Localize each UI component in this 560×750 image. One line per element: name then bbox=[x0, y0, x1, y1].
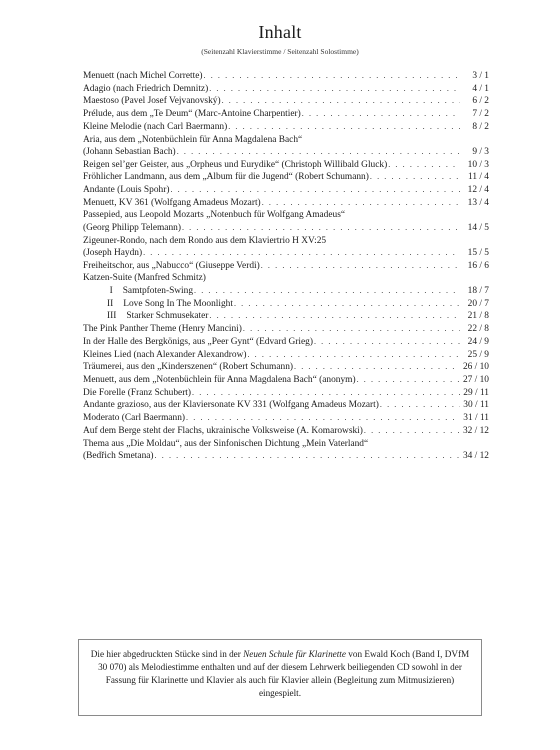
toc-entry-title: Andante grazioso, aus der Klaviersonate KV 331 (Wolfgang Amadeus Mozart) bbox=[83, 400, 379, 411]
toc-entry-title: Moderato (Carl Baermann) bbox=[83, 413, 186, 424]
toc-entry-title: Reigen sel’ger Geister, aus „Orpheus und Eurydike“ (Christoph Willibald Gluck) bbox=[83, 159, 388, 170]
toc-page-number: 21 / 8 bbox=[467, 311, 489, 322]
dot-leader bbox=[143, 247, 460, 259]
toc-entry-numeral: II bbox=[107, 298, 114, 309]
table-of-contents bbox=[83, 70, 489, 463]
footnote-box bbox=[78, 639, 482, 716]
dot-leader bbox=[294, 361, 460, 373]
dot-leader bbox=[388, 159, 460, 171]
toc-entry-title: In der Halle des Bergkönigs, aus „Peer Gynt“ (Edvard Grieg) bbox=[83, 336, 313, 347]
toc-entry-title: Thema aus „Die Moldau“, aus der Sinfonischen Dichtung „Mein Vaterland“ bbox=[83, 438, 369, 449]
toc-page-number: 31 / 11 bbox=[463, 413, 489, 424]
toc-entry-title: Samtpfoten-Swing bbox=[122, 286, 194, 297]
toc-entry bbox=[83, 108, 489, 120]
toc-entry-title: Starker Schmusekater bbox=[126, 311, 209, 322]
toc-entry-title: The Pink Panther Theme (Henry Mancini) bbox=[83, 324, 242, 335]
toc-entry bbox=[83, 209, 489, 234]
toc-entry-title: Menuett, aus dem „Notenbüchlein für Anna Magdalena Bach“ (anonym) bbox=[83, 374, 356, 385]
toc-entry bbox=[83, 361, 489, 373]
page-title: Inhalt bbox=[258, 22, 302, 42]
footnote-text-1: Die hier abgedruckten Stücke sind in der bbox=[90, 649, 244, 659]
toc-entry bbox=[83, 374, 489, 386]
toc-entry-title: Prélude, aus dem „Te Deum“ (Marc-Antoine Charpentier) bbox=[83, 109, 301, 120]
toc-entry-title: Maestoso (Pavel Josef Vejvanovský) bbox=[83, 96, 221, 107]
dot-leader bbox=[228, 121, 460, 133]
dot-leader bbox=[170, 184, 460, 196]
toc-entry bbox=[83, 323, 489, 335]
toc-entry bbox=[83, 310, 489, 322]
toc-entry bbox=[83, 425, 489, 437]
dot-leader bbox=[262, 197, 460, 209]
dot-leader bbox=[209, 310, 460, 322]
page-subtitle: (Seitenzahl Klavierstimme / Seitenzahl Solostimme) bbox=[201, 47, 359, 56]
toc-entry-title: Auf dem Berge steht der Flachs, ukrainische Volksweise (A. Komarowski) bbox=[83, 425, 363, 436]
toc-entry-title: Freiheitschor, aus „Nabucco“ (Giuseppe Verdi) bbox=[83, 260, 260, 271]
toc-page-number: 9 / 3 bbox=[472, 146, 489, 157]
toc-page-number: 4 / 1 bbox=[472, 83, 489, 94]
dot-leader bbox=[177, 146, 460, 158]
toc-entry-title: Fröhlicher Landmann, aus dem „Album für die Jugend“ (Robert Schumann) bbox=[83, 172, 369, 183]
footnote-text-2: von Ewald Koch (Band I, DVfM 30 070) als Melodiestimme enthalten und auf der diesem Lehrwerk beiliegenden CD sowohl in der Fassung für Klarinette und Klavier als auch für Klavier allein (Begleitung zum Mitmusizieren) eingespielt. bbox=[98, 649, 470, 698]
toc-entry-title: Die Forelle (Franz Schubert) bbox=[83, 387, 192, 398]
toc-page-number: 32 / 12 bbox=[462, 425, 489, 436]
toc-entry bbox=[83, 70, 489, 82]
toc-entry-title: Zigeuner-Rondo, nach dem Rondo aus dem Klaviertrio H XV:25 bbox=[83, 235, 327, 246]
toc-page-number: 16 / 6 bbox=[467, 260, 489, 271]
toc-entry bbox=[83, 121, 489, 133]
toc-entry bbox=[83, 438, 489, 463]
toc-entry-title-continued: (Johann Sebastian Bach) bbox=[83, 146, 176, 157]
toc-entry bbox=[83, 159, 489, 171]
toc-entry bbox=[83, 83, 489, 95]
toc-entry bbox=[83, 349, 489, 361]
toc-entry-title: Träumerei, aus den „Kinderszenen“ (Robert Schumann) bbox=[83, 362, 294, 373]
toc-entry-title: Andante (Louis Spohr) bbox=[83, 185, 170, 196]
toc-page-number: 12 / 4 bbox=[467, 185, 489, 196]
toc-entry-title: Kleines Lied (nach Alexander Alexandrow) bbox=[83, 349, 247, 360]
toc-page-number: 15 / 5 bbox=[467, 247, 489, 258]
toc-entry bbox=[83, 399, 489, 411]
dot-leader bbox=[364, 425, 460, 437]
toc-page-number: 6 / 2 bbox=[472, 96, 489, 107]
dot-leader bbox=[261, 260, 460, 272]
toc-entry bbox=[83, 285, 489, 297]
toc-entry-title-continued: (Joseph Haydn) bbox=[83, 247, 143, 258]
toc-entry-title: Adagio (nach Friedrich Demnitz) bbox=[83, 83, 209, 94]
toc-page-number: 30 / 11 bbox=[463, 400, 489, 411]
dot-leader bbox=[209, 83, 460, 95]
dot-leader bbox=[194, 285, 460, 297]
dot-leader bbox=[380, 399, 460, 411]
toc-page-number: 11 / 4 bbox=[467, 172, 489, 183]
toc-entry bbox=[83, 184, 489, 196]
toc-page-number: 14 / 5 bbox=[467, 222, 489, 233]
toc-entry-title-continued: (Georg Philipp Telemann) bbox=[83, 222, 181, 233]
dot-leader bbox=[186, 412, 460, 424]
toc-entry-title: Menuett (nach Michel Corrette) bbox=[83, 71, 203, 81]
toc-entry bbox=[83, 260, 489, 272]
toc-entry-title: Aria, aus dem „Notenbüchlein für Anna Magdalena Bach“ bbox=[83, 134, 303, 145]
toc-page-number: 26 / 10 bbox=[462, 362, 489, 373]
toc-entry bbox=[83, 412, 489, 424]
toc-page-number: 24 / 9 bbox=[467, 336, 489, 347]
toc-page-number: 29 / 11 bbox=[463, 387, 489, 398]
toc-page-number: 10 / 3 bbox=[467, 159, 489, 170]
toc-page-number: 22 / 8 bbox=[467, 324, 489, 335]
toc-page-number: 18 / 7 bbox=[467, 286, 489, 297]
toc-entry bbox=[83, 336, 489, 348]
toc-entry bbox=[83, 298, 489, 310]
toc-entry bbox=[83, 95, 489, 107]
dot-leader bbox=[192, 387, 460, 399]
toc-entry bbox=[83, 387, 489, 399]
toc-entry bbox=[83, 235, 489, 260]
toc-entry-numeral: III bbox=[107, 311, 117, 322]
toc-entry-title-continued: (Bedřich Smetana) bbox=[83, 450, 154, 461]
toc-page-number: 8 / 2 bbox=[472, 121, 489, 132]
dot-leader bbox=[370, 171, 460, 183]
toc-page-number: 27 / 10 bbox=[462, 374, 489, 385]
toc-page-number: 13 / 4 bbox=[467, 197, 489, 208]
dot-leader bbox=[222, 95, 460, 107]
toc-entry bbox=[83, 134, 489, 159]
footnote-book-title: Neuen Schule für Klarinette bbox=[243, 649, 346, 659]
toc-entry-title: Kleine Melodie (nach Carl Baermann) bbox=[83, 121, 228, 132]
dot-leader bbox=[182, 222, 460, 234]
dot-leader bbox=[302, 108, 460, 120]
toc-entry-title: Menuett, KV 361 (Wolfgang Amadeus Mozart) bbox=[83, 197, 261, 208]
toc-entry bbox=[83, 197, 489, 209]
toc-entry-title: Passepied, aus Leopold Mozarts „Notenbuch für Wolfgang Amadeus“ bbox=[83, 210, 346, 221]
dot-leader bbox=[357, 374, 460, 386]
toc-page-number: 3 / 1 bbox=[472, 71, 489, 81]
toc-page-number: 20 / 7 bbox=[467, 298, 489, 309]
dot-leader bbox=[234, 298, 460, 310]
dot-leader bbox=[243, 323, 460, 335]
dot-leader bbox=[314, 336, 460, 348]
toc-page-number: 7 / 2 bbox=[472, 109, 489, 120]
toc-entry-title: Katzen-Suite (Manfred Schmitz) bbox=[83, 273, 206, 284]
toc-page-number: 34 / 12 bbox=[462, 450, 489, 461]
toc-entry bbox=[83, 272, 489, 284]
dot-leader bbox=[247, 349, 460, 361]
toc-page-number: 25 / 9 bbox=[467, 349, 489, 360]
toc-entry bbox=[83, 171, 489, 183]
toc-entry-numeral: I bbox=[109, 286, 113, 297]
dot-leader bbox=[204, 70, 461, 82]
toc-entry-title: Love Song In The Moonlight bbox=[123, 298, 233, 309]
dot-leader bbox=[155, 450, 460, 462]
